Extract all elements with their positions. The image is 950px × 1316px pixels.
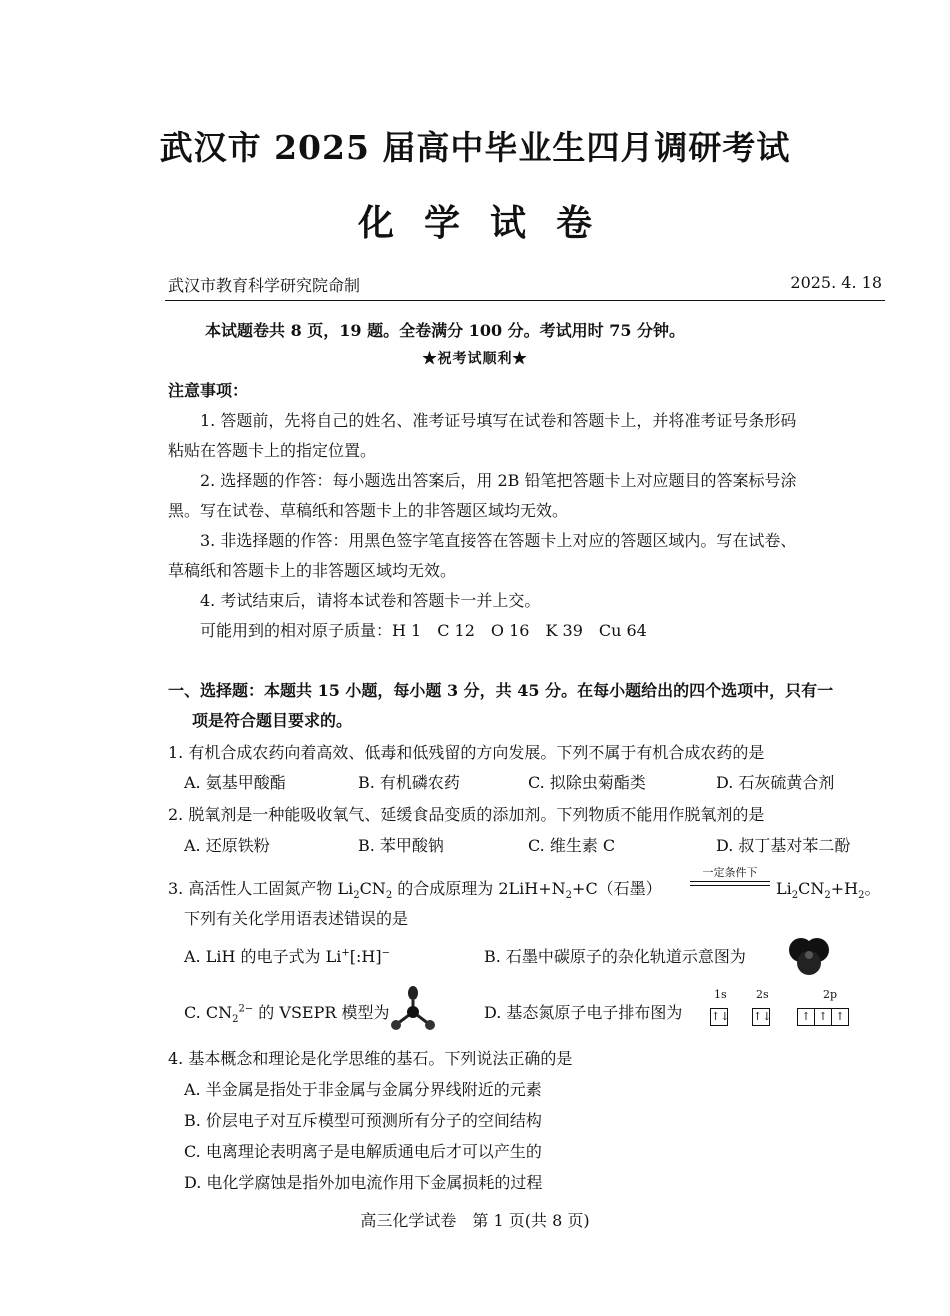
- orbital-label-2p: 2p: [823, 988, 838, 1001]
- q3-option-c-text: 的 VSEPR 模型为: [253, 1003, 390, 1022]
- orbital-2p-box: ↑: [815, 1008, 832, 1026]
- vsepr-model-image: [388, 982, 438, 1032]
- question-1-option-b: B. 有机磷农药: [358, 773, 460, 792]
- reaction-condition: 一定条件下: [702, 866, 758, 879]
- question-4-option-b: B. 价层电子对互斥模型可预测所有分子的空间结构: [184, 1111, 542, 1130]
- question-2-option-c: C. 维生素 C: [528, 836, 616, 855]
- orbital-2p-box: ↑: [832, 1008, 849, 1026]
- question-3-option-c: [184, 1000, 390, 1025]
- question-1-option-c: C. 拟除虫菊酯类: [528, 773, 646, 792]
- question-4-option-d: D. 电化学腐蚀是指外加电流作用下金属损耗的过程: [184, 1173, 543, 1192]
- question-4-option-a: A. 半金属是指处于非金属与金属分界线附近的元素: [184, 1080, 542, 1099]
- q3-stem-part: 的合成原理为 2LiH+N: [392, 879, 566, 898]
- q3-subscript: 2: [858, 890, 865, 902]
- notice-item-1-line-1: 1. 答题前，先将自己的姓名、准考证号填写在试卷和答题卡上，并将准考证号条形码: [200, 411, 797, 430]
- q3-subscript: 2: [232, 1014, 239, 1026]
- good-luck-line: ★祝考试顺利★: [422, 351, 528, 367]
- q3-subscript: 2: [824, 890, 831, 902]
- publisher: 武汉市教育科学研究院命制: [168, 276, 361, 295]
- notice-item-2-line-2: 黑。写在试卷、草稿纸和答题卡上的非答题区域均无效。: [168, 501, 569, 520]
- question-3-option-d: D. 基态氮原子电子排布图为: [484, 1003, 683, 1022]
- question-2-option-a: A. 还原铁粉: [184, 836, 270, 855]
- orbital-2s-box: ↑↓: [752, 1008, 770, 1026]
- q3-product-part: 。: [864, 879, 881, 898]
- question-4-stem: 4. 基本概念和理论是化学思维的基石。下列说法正确的是: [168, 1049, 573, 1068]
- reaction-arrow-line: [690, 881, 770, 882]
- notice-heading: 注意事项：: [168, 381, 249, 400]
- exam-date: 2025. 4. 18: [790, 273, 882, 292]
- notice-item-1-line-2: 粘贴在答题卡上的指定位置。: [168, 441, 377, 460]
- question-3-option-b: B. 石墨中碳原子的杂化轨道示意图为: [484, 947, 746, 966]
- orbital-label-2s: 2s: [756, 988, 769, 1001]
- section-1-heading-line-2: 项是符合题目要求的。: [192, 711, 353, 730]
- orbital-label-1s: 1s: [714, 988, 727, 1001]
- sp2-hybrid-orbital-image: [784, 934, 834, 978]
- q3-superscript: 2−: [238, 1003, 254, 1015]
- q3-stem-part: CN: [359, 879, 386, 898]
- q3-product-part: +H: [830, 879, 859, 898]
- atomic-mass-line: 可能用到的相对原子质量：H 1 C 12 O 16 K 39 Cu 64: [200, 621, 647, 640]
- exam-subtitle: 化学试卷: [357, 202, 622, 244]
- q3-subscript: 2: [565, 890, 573, 902]
- reaction-arrow-line: [690, 885, 770, 886]
- q3-superscript: +: [341, 947, 350, 959]
- exam-title: 武汉市 2025 届高中毕业生四月调研考试: [159, 128, 791, 167]
- q3-superscript: −: [381, 947, 390, 959]
- q3-subscript: 2: [353, 890, 360, 902]
- question-3-stem-line-2: 下列有关化学用语表述错误的是: [184, 909, 409, 928]
- q3-product-part: CN: [798, 879, 825, 898]
- question-4-option-c: C. 电离理论表明离子是电解质通电后才可以产生的: [184, 1142, 542, 1161]
- q3-stem-part: +C（石墨）: [572, 879, 662, 898]
- orbital-box-1s: [710, 1005, 728, 1026]
- orbital-box-2s: [752, 1005, 770, 1026]
- q3-option-a-text: [:H]: [349, 947, 382, 966]
- q3-subscript: 2: [385, 890, 393, 902]
- exam-intro: 本试题卷共 8 页，19 题。全卷满分 100 分。考试用时 75 分钟。: [205, 321, 686, 340]
- question-2-stem: 2. 脱氧剂是一种能吸收氧气、延缓食品变质的添加剂。下列物质不能用作脱氧剂的是: [168, 805, 765, 824]
- question-3-option-a: [184, 944, 390, 967]
- section-1-heading-line-1: 一、选择题：本题共 15 小题，每小题 3 分，共 45 分。在每小题给出的四个选项中，只有一: [168, 681, 834, 700]
- notice-item-2-line-1: 2. 选择题的作答：每小题选出答案后，用 2B 铅笔把答题卡上对应题目的答案标号涂: [200, 471, 797, 490]
- q3-stem-part: 3. 高活性人工固氮产物 Li: [168, 879, 354, 898]
- orbital-2p-box: ↑: [797, 1008, 815, 1026]
- question-1-option-d: D. 石灰硫黄合剂: [716, 773, 835, 792]
- orbital-boxes-2p: [797, 1005, 849, 1026]
- question-2-option-d: D. 叔丁基对苯二酚: [716, 836, 851, 855]
- q3-product-part: Li: [776, 879, 792, 898]
- question-3-product: [776, 876, 881, 901]
- q3-subscript: 2: [791, 890, 799, 902]
- orbital-1s-box: ↑↓: [710, 1008, 728, 1026]
- notice-item-3-line-2: 草稿纸和答题卡上的非答题区域均无效。: [168, 561, 457, 580]
- notice-item-4: 4. 考试结束后，请将本试卷和答题卡一并上交。: [200, 591, 541, 610]
- header-divider: [165, 300, 885, 301]
- question-2-option-b: B. 苯甲酸钠: [358, 836, 444, 855]
- page-footer: 高三化学试卷 第 1 页(共 8 页): [360, 1211, 590, 1230]
- question-1-stem: 1. 有机合成农药向着高效、低毒和低残留的方向发展。下列不属于有机合成农药的是: [168, 743, 765, 762]
- notice-item-3-line-1: 3. 非选择题的作答：用黑色签字笔直接答在答题卡上对应的答题区域内。写在试卷、: [200, 531, 797, 550]
- q3-option-a-text: A. LiH 的电子式为 Li: [184, 947, 342, 966]
- q3-option-c-text: C. CN: [184, 1003, 233, 1022]
- question-3-stem: [168, 876, 662, 901]
- question-1-option-a: A. 氨基甲酸酯: [184, 773, 286, 792]
